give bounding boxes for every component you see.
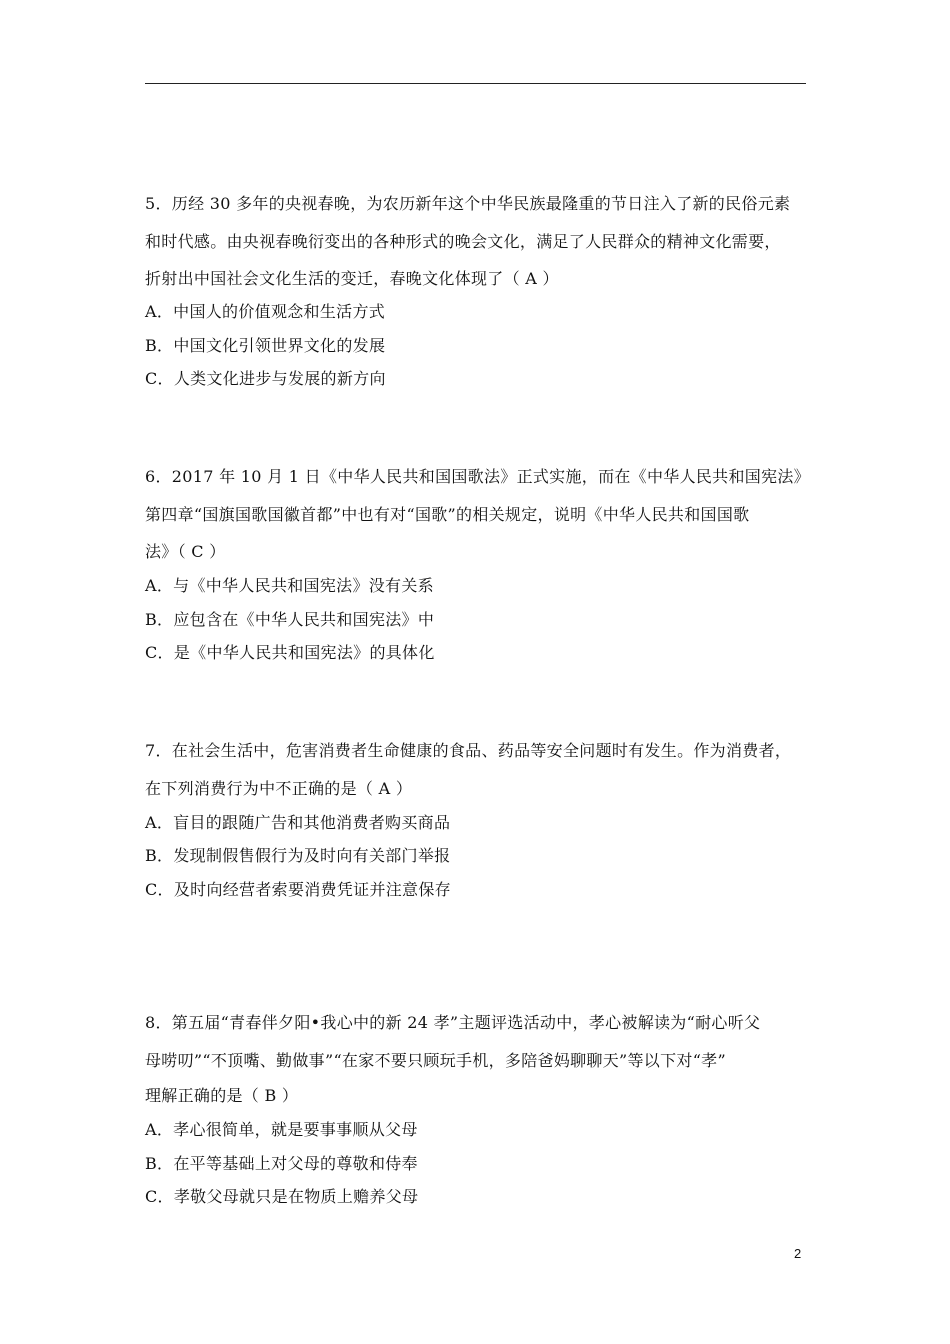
question-stem-line: 在下列消费行为中不正确的是（ A ） xyxy=(145,779,413,798)
question-stem-line: 8．第五届“青春伴夕阳•我心中的新 24 孝”主题评选活动中，孝心被解读为“耐心听父 xyxy=(145,1013,761,1032)
option-c: C．是《中华人民共和国宪法》的具体化 xyxy=(145,643,435,662)
option-a: A．与《中华人民共和国宪法》没有关系 xyxy=(145,576,434,595)
option-c: C．孝敬父母就只是在物质上赡养父母 xyxy=(145,1187,419,1206)
question-stem-line: 7．在社会生活中，危害消费者生命健康的食品、药品等安全问题时有发生。作为消费者， xyxy=(145,741,792,760)
option-a: A．盲目的跟随广告和其他消费者购买商品 xyxy=(145,813,451,832)
question-stem-line: 折射出中国社会文化生活的变迁，春晚文化体现了（ A ） xyxy=(145,269,559,288)
option-b: B．发现制假售假行为及时向有关部门举报 xyxy=(145,846,451,865)
option-a: A．孝心很简单，就是要事事顺从父母 xyxy=(145,1120,418,1139)
option-b: B．在平等基础上对父母的尊敬和侍奉 xyxy=(145,1154,418,1173)
question-stem-line: 法》（ C ） xyxy=(145,542,226,561)
option-a: A．中国人的价值观念和生活方式 xyxy=(145,302,386,321)
option-c: C．及时向经营者索要消费凭证并注意保存 xyxy=(145,880,451,899)
option-b: B．中国文化引领世界文化的发展 xyxy=(145,336,386,355)
option-b: B．应包含在《中华人民共和国宪法》中 xyxy=(145,610,435,629)
header-rule xyxy=(145,83,806,84)
question-stem-line: 理解正确的是（ B ） xyxy=(145,1086,299,1105)
option-c: C．人类文化进步与发展的新方向 xyxy=(145,369,386,388)
question-stem-line: 和时代感。由央视春晚衍变出的各种形式的晚会文化，满足了人民群众的精神文化需要， xyxy=(145,232,781,251)
question-stem-line: 6．2017 年 10 月 1 日《中华人民共和国国歌法》正式实施，而在《中华人民共和国宪法》 xyxy=(145,467,810,486)
question-stem-line: 5．历经 30 多年的央视春晚，为农历新年这个中华民族最隆重的节日注入了新的民俗元素 xyxy=(145,194,791,213)
page-number: 2 xyxy=(794,1246,802,1261)
question-stem-line: 母唠叨”“不顶嘴、勤做事”“在家不要只顾玩手机，多陪爸妈聊聊天”等以下对“孝” xyxy=(145,1051,726,1070)
question-stem-line: 第四章“国旗国歌国徽首都”中也有对“国歌”的相关规定，说明《中华人民共和国国歌 xyxy=(145,505,750,524)
